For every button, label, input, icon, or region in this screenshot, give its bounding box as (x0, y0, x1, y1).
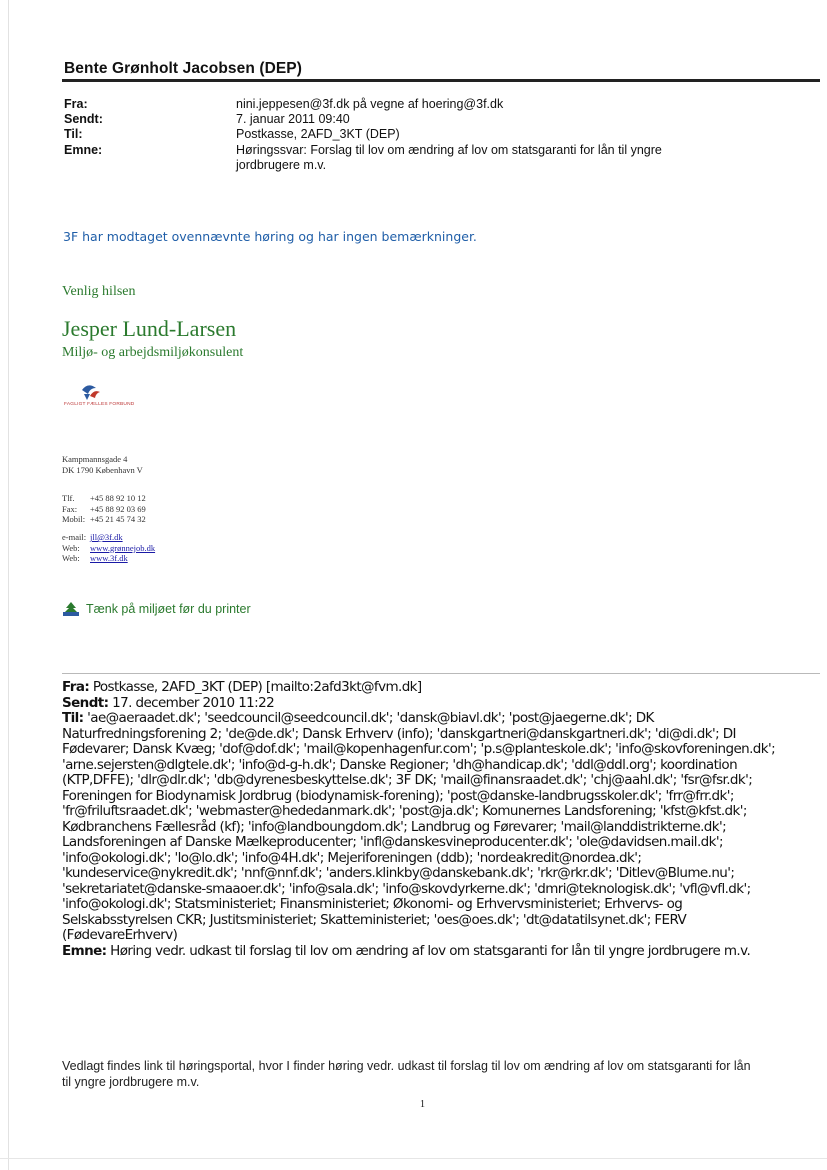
web-link[interactable]: www.grønnejob.dk (90, 542, 156, 553)
page-edge (8, 0, 9, 1170)
phone-row (62, 493, 146, 504)
address-line: DK 1790 København V (62, 464, 143, 475)
signature-greeting: Venlig hilsen (62, 284, 136, 299)
email-link[interactable]: jll@3f.dk (90, 532, 123, 542)
web-row (62, 553, 155, 564)
sent-value: 7. januar 2011 09:40 (236, 112, 350, 126)
forwarded-subject-row (62, 944, 786, 960)
title-rule (62, 79, 820, 82)
body-text: Vedlagt findes link til høringsportal, hvor I finder høring vedr. udkast til forslag til lov om ændring af lov om statsgaranti for lån til yngre jordbrugere m.v. (62, 1059, 751, 1089)
document-title: Bente Grønholt Jacobsen (DEP) (64, 60, 303, 77)
forwarded-sent-value: 17. december 2010 11:22 (112, 694, 275, 711)
forwarded-subject-label: Emne: (62, 942, 107, 959)
forwarded-sent-label: Sendt: (62, 694, 109, 711)
tlf-value: +45 88 92 10 12 (90, 493, 146, 503)
page-number: 1 (420, 1099, 425, 1110)
section-separator (62, 673, 820, 674)
web-row (62, 543, 155, 554)
forwarded-subject-value: Høring vedr. udkast til forslag til lov om ændring af lov om statsgaranti for lån til yngre jordbrugere m.v. (110, 942, 751, 959)
from-value: nini.jeppesen@3f.dk på vegne af hoering@3f.dk (236, 97, 504, 111)
web-link[interactable]: www.3f.dk (90, 553, 128, 563)
from-label: Fra: (64, 97, 88, 111)
fax-row (62, 504, 146, 515)
tree-printer-icon (62, 601, 80, 617)
web-label: Web: (62, 542, 80, 553)
subject-value: Høringssvar: Forslag til lov om ændring af lov om statsgaranti for lån til yngre jordbrugere m.v. (236, 143, 662, 172)
email-row (62, 532, 155, 543)
web-block (62, 532, 155, 564)
forwarded-from-label: Fra: (62, 679, 90, 695)
forwarded-message-header (62, 680, 786, 959)
to-label: Til: (64, 127, 83, 141)
signature-role: Miljø- og arbejdsmiljøkonsulent (62, 345, 244, 360)
phone-block (62, 493, 146, 525)
forwarded-sent-row (62, 696, 786, 712)
forwarded-to-value: 'ae@aeraadet.dk'; 'seedcouncil@seedcouncil.dk'; 'dansk@biavl.dk'; 'post@jaegerne.dk'; DK Naturfredningsforening 2; 'de@de.dk'; Dansk Erhverv (info); 'danskgartneri@danskgartneri.dk'; 'di@di.dk'; DI Fødevarer; Dansk Kvæg; 'dof@dof.dk'; 'mail@kopenhagenfur.com'; 'p.s@planteskole.dk'; 'info@skovforeningen.dk'; 'arne.sejersten@dlgtele.dk'; 'info@d-g-h.dk'; Danske Regioner; 'dh@handicap.dk'; 'ddl@ddl.org'; koordination (KTP,DFFE); 'dlr@dlr.dk'; 'db@dyrenesbeskyttelse.dk'; 3F DK; 'mail@finansraadet.dk'; 'chj@aahl.dk'; 'fsr@fsr.dk'; Foreningen for Biodynamisk Jordbrug (biodynamisk-forening); 'post@danske-landbrugsskoler.dk'; 'frr@frr.dk'; 'fr@friluftsraadet.dk'; 'webmaster@hededanmark.dk'; 'post@ja.dk'; Komunernes Landsforening; 'kfst@kfst.dk'; Kødbranchens Fællesråd (kf); 'info@landboungdom.dk'; Landbrug og Førevarer; 'mail@landdistrikterne.dk'; Landsforeningen af Danske Mælkeproducenter; 'infl@danskesvineproducenter.dk'; 'ole@davidsen.mail.dk'; 'info@okologi.dk'; 'lo@lo.dk'; 'info@4H.dk'; Mejeriforeningen (ddb); 'nordeakredit@nordea.dk'; 'kundeservice@nykredit.dk'; 'nnf@nnf.dk'; 'anders.klinkby@danskebank.dk'; 'rkr@rkr.dk'; 'Ditlev@Blume.nu'; 'sekretariatet@danske-smaaoer.dk'; 'info@sala.dk'; 'info@skovdyrkerne.dk'; 'dmri@teknologisk.dk'; 'vfl@vfl.dk'; 'info@okologi.dk'; Statsministeriet; Finansministeriet; Økonomi- og Erhvervsministeriet; Erhvervs- og Selskabsstyrelsen CKR; Justitsministeriet; Skatteministeriet; 'oes@oes.dk'; 'dt@datatilsynet.dk'; FERV (FødevareErhverv) (62, 710, 776, 943)
email-label: e-mail: (62, 532, 87, 542)
sent-label: Sendt: (64, 112, 103, 126)
fax-value: +45 88 92 03 69 (90, 503, 146, 514)
print-notice-text: Tænk på miljøet før du printer (86, 602, 251, 616)
subject-label: Emne: (64, 143, 103, 157)
print-notice (62, 601, 251, 617)
mobil-label: Mobil: (62, 514, 86, 524)
address-block (62, 454, 143, 475)
signature-name: Jesper Lund-Larsen (62, 316, 237, 341)
page-edge-bottom (0, 1158, 827, 1159)
forwarded-from-value: Postkasse, 2AFD_3KT (DEP) [mailto:2afd3kt@fvm.dk] (92, 679, 422, 695)
address-line: Kampmannsgade 4 (62, 454, 128, 464)
3f-logo-icon (62, 380, 162, 412)
tlf-label: Tlf. (62, 493, 75, 503)
forwarded-to-label: Til: (62, 710, 84, 726)
mobile-row (62, 514, 146, 525)
to-value: Postkasse, 2AFD_3KT (DEP) (236, 127, 400, 141)
forwarded-to-row (62, 711, 786, 944)
web-label: Web: (62, 553, 80, 563)
fax-label: Fax: (62, 503, 78, 514)
logo-text: FAGLIGT FÆLLES FORBUND (64, 402, 135, 407)
notice-text: 3F har modtaget ovennævnte høring og har ingen bemærkninger. (63, 229, 477, 244)
mobil-value: +45 21 45 74 32 (90, 514, 146, 524)
forwarded-from-row (62, 680, 786, 696)
